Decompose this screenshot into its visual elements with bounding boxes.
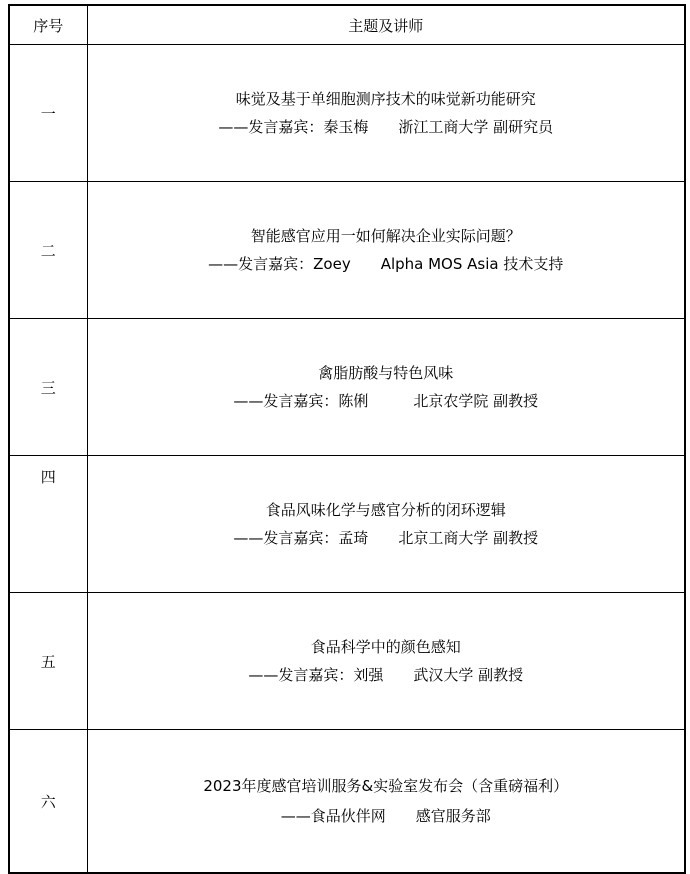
table-row — [9, 45, 685, 182]
topic-text: 食品科学中的颜色感知 — [310, 638, 461, 656]
row-content-cell — [87, 182, 685, 319]
topic-text: 2023年度感官培训服务&实验室发布会（含重磅福利） — [203, 777, 569, 795]
column-header-index: 序号 — [9, 5, 87, 45]
row-index: 六 — [9, 730, 87, 874]
speaker-text: ——发言嘉宾：秦玉梅 浙江工商大学 副研究员 — [218, 118, 554, 136]
column-header-topic: 主题及讲师 — [87, 5, 685, 45]
speaker-text: ——发言嘉宾：刘强 武汉大学 副教授 — [248, 666, 524, 684]
row-content-cell — [87, 730, 685, 874]
topic-text: 禽脂肪酸与特色风味 — [318, 364, 454, 382]
speaker-text: ——食品伙伴网 感官服务部 — [280, 807, 491, 825]
table-row — [9, 730, 685, 874]
row-content-cell — [87, 45, 685, 182]
row-content-cell — [87, 319, 685, 456]
topic-text: 食品风味化学与感官分析的闭环逻辑 — [265, 501, 506, 519]
row-index: 一 — [9, 45, 87, 182]
table-row — [9, 182, 685, 319]
table-row — [9, 319, 685, 456]
topic-text: 智能感官应用一如何解决企业实际问题？ — [250, 227, 521, 245]
speaker-text: ——发言嘉宾：孟琦 北京工商大学 副教授 — [233, 529, 539, 547]
row-content-cell — [87, 593, 685, 730]
table-header-row — [9, 5, 685, 45]
row-index: 四 — [9, 456, 87, 593]
row-index: 二 — [9, 182, 87, 319]
table-row — [9, 456, 685, 593]
table-row — [9, 593, 685, 730]
speaker-text: ——发言嘉宾：陈俐 北京农学院 副教授 — [233, 392, 539, 410]
row-index: 三 — [9, 319, 87, 456]
speaker-text: ——发言嘉宾：Zoey Alpha MOS Asia 技术支持 — [208, 255, 564, 273]
topic-text: 味觉及基于单细胞测序技术的味觉新功能研究 — [235, 90, 536, 108]
agenda-table — [8, 4, 686, 874]
row-content-cell — [87, 456, 685, 593]
row-index: 五 — [9, 593, 87, 730]
